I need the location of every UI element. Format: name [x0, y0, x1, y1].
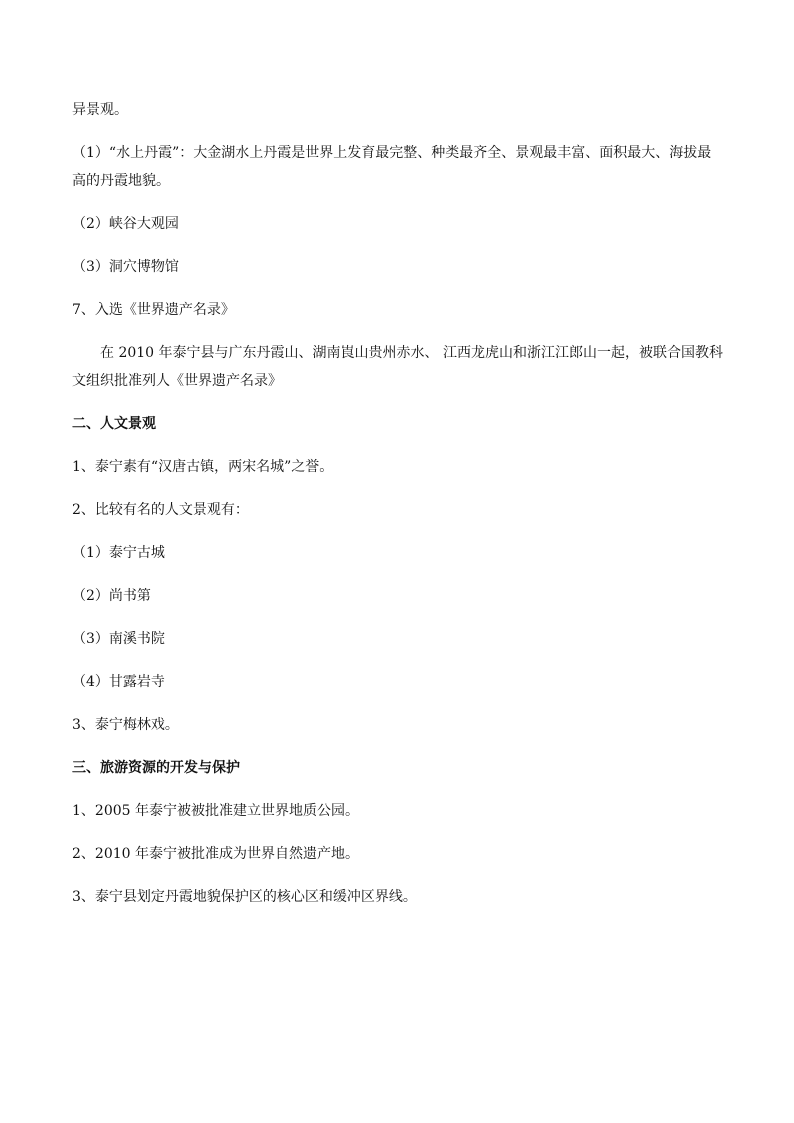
paragraph-geopark: 1、2005 年泰宁被被批准建立世界地质公园。 [72, 803, 359, 819]
paragraph-protection-zone: 3、泰宁县划定丹霞地貌保护区的核心区和缓冲区界线。 [72, 889, 417, 905]
paragraph-famous-sites: 2、比较有名的人文景观有： [72, 502, 249, 518]
paragraph-ancient-town: 1、泰宁素有“汉唐古镇，两宋名城”之誉。 [72, 459, 334, 475]
paragraph-world-heritage-detail: 在 2010 年泰宁县与广东丹霞山、湖南崀山贵州赤水、 江西龙虎山和浙江江郎山一起，被联合国教科文组织批准列人《世界遗产名录》 [72, 345, 723, 389]
list-item-ganlu-temple: （4）甘露岩寺 [72, 674, 165, 690]
paragraph-natural-heritage: 2、2010 年泰宁被批准成为世界自然遗产地。 [72, 846, 359, 862]
paragraph-continuation: 异景观。 [72, 102, 128, 118]
list-item-nanxi-academy: （3）南溪书院 [72, 631, 165, 647]
paragraph-meilin-opera: 3、泰宁梅林戏。 [72, 717, 179, 733]
section-heading-humanities: 二、人文景观 [72, 416, 156, 432]
section-heading-tourism: 三、旅游资源的开发与保护 [72, 760, 240, 776]
document-body [72, 96, 724, 911]
paragraph-cave-museum: （3）洞穴博物馆 [72, 259, 179, 275]
list-item-ancient-city: （1）泰宁古城 [72, 545, 165, 561]
paragraph-water-danxia: （1）“水上丹霞”：大金湖水上丹霞是世界上发育最完整、种类最齐全、景观最丰富、面积最大、海拔最高的丹霞地貌。 [72, 145, 712, 189]
paragraph-world-heritage-title: 7、入选《世界遗产名录》 [72, 302, 235, 318]
list-item-shangshudi: （2）尚书第 [72, 588, 151, 604]
paragraph-canyon: （2）峡谷大观园 [72, 216, 179, 232]
